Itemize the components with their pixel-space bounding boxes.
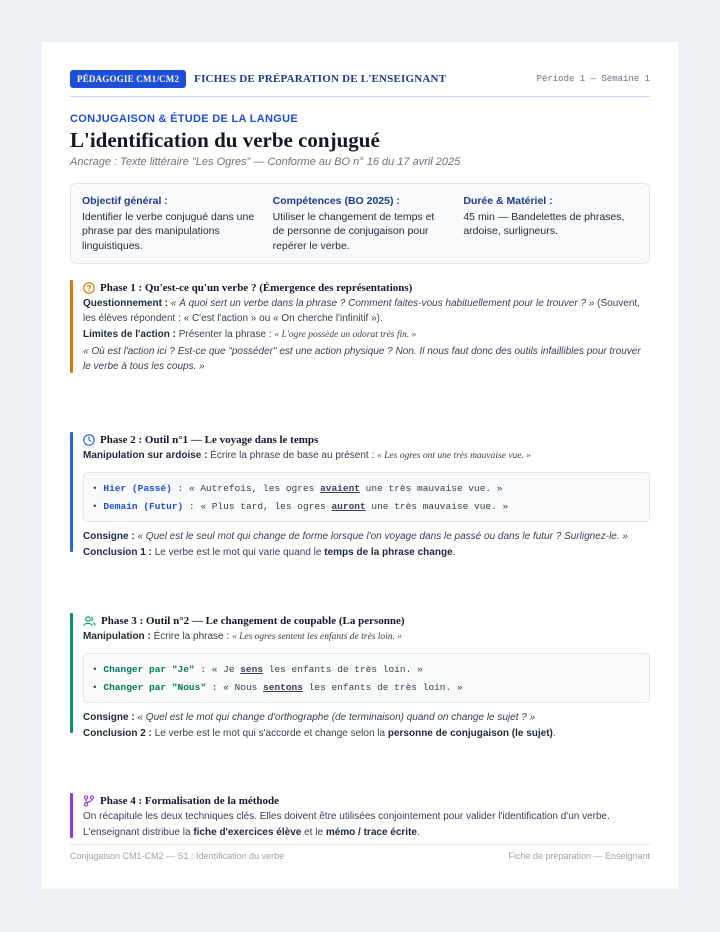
conclusion-end: .: [552, 728, 556, 739]
questioning-label: Questionnement :: [83, 298, 169, 309]
example-sentence: « Les ogres sentent les enfants de très loin. »: [231, 632, 403, 642]
example-text: les enfants de très loin. »: [263, 664, 423, 675]
example-label: Demain (Futur): [103, 501, 184, 512]
consigne-text: « Quel est le mot qui change d'orthographe (de terminaison) quand on change le sujet ? »: [137, 712, 536, 723]
example-item: • Changer par "Nous" : « Nous sentons les enfants de très loin. »: [92, 682, 463, 693]
consigne-line: [83, 710, 650, 725]
lesson-subtitle: Ancrage : Texte littéraire "Les Ogres" — Conforme au BO n° 16 du 17 avril 2025: [70, 156, 461, 168]
conclusion-end: .: [452, 547, 456, 558]
footer-left: Conjugaison CM1-CM2 — S1 : Identification du verbe: [70, 851, 285, 861]
example-text: : « Je: [194, 664, 241, 675]
example-sentence: « L'ogre possède un odorat très fin. »: [274, 330, 417, 340]
example-label: Hier (Passé): [103, 483, 172, 494]
clock-icon: [83, 434, 95, 446]
example-sentence: « Les ogres ont une très mauvaise vue. »: [377, 451, 532, 461]
info-heading: Compétences (BO 2025) :: [272, 195, 400, 207]
phase-title-text: Phase 4 : Formalisation de la méthode: [100, 794, 280, 807]
exercise-sheet-ref: fiche d'exercices élève: [193, 827, 302, 838]
highlighted-verb: avaient: [320, 483, 360, 494]
phase-title-text: Phase 1 : Qu'est-ce qu'un verbe ? (Émergence des représentations): [100, 281, 413, 294]
recap-line: On récapitule les deux techniques clés. Elles doivent être utilisées conjointement pour valider l'identification d'un verbe.: [83, 811, 610, 822]
conclusion-text: Le verbe est le mot qui varie quand le: [154, 547, 322, 558]
highlighted-verb: sens: [240, 664, 264, 675]
phase-3-title: [83, 613, 650, 628]
consigne-label: Consigne :: [83, 531, 135, 542]
consigne-label: Consigne :: [83, 712, 135, 723]
level-badge: PÉDAGOGIE CM1/CM2: [70, 70, 186, 88]
sheet-header: [70, 70, 650, 97]
example-item: • Changer par "Je" : « Je sens les enfants de très loin. »: [92, 664, 423, 675]
conclusion-label: Conclusion 1 :: [83, 547, 152, 558]
info-skills: [273, 194, 448, 253]
limits-text: Présenter la phrase :: [178, 329, 272, 340]
example-text: une très mauvaise vue. »: [365, 501, 509, 512]
manipulation-line: [83, 629, 650, 645]
conclusion-line: [83, 545, 650, 560]
phase-2: [70, 432, 650, 558]
sheet-collection-title: FICHES DE PRÉPARATION DE L'ENSEIGNANT: [194, 73, 447, 85]
footer-right: Fiche de préparation — Enseignant: [508, 851, 650, 861]
consigne-text: « Quel est le seul mot qui change de forme lorsque l'on voyage dans le passé ou dans le futur ? Surlignez-le. »: [137, 531, 628, 542]
phase-4-title: [83, 793, 650, 808]
example-item: • Hier (Passé) : « Autrefois, les ogres avaient une très mauvaise vue. »: [92, 483, 503, 494]
phase-2-title: [83, 432, 650, 447]
info-text: 45 min — Bandelettes de phrases, ardoise, surligneurs.: [463, 210, 625, 237]
questioning-quote: « À quoi sert un verbe dans la phrase ? Comment faites-vous habituellement pour le trouver ? »: [170, 298, 595, 309]
manipulation-text: Écrire la phrase de base au présent :: [210, 450, 375, 461]
consigne-line: [83, 529, 650, 544]
lesson-title: L'identification du verbe conjugué: [70, 128, 380, 152]
phase-title-text: Phase 3 : Outil n°2 — Le changement de coupable (La personne): [101, 614, 405, 627]
questioning-note: (Souvent, les élèves répondent : « C'est l'action » ou « On cherche l'infinitif »).: [83, 298, 640, 324]
phase-1-title: [83, 280, 650, 295]
highlighted-verb: auront: [331, 501, 366, 512]
lesson-sheet: [42, 42, 678, 889]
question-circle-icon: [83, 282, 95, 294]
questioning-line: [83, 296, 650, 326]
phase-4: [70, 793, 650, 838]
distribution-line: [83, 825, 650, 840]
info-text: Utiliser le changement de temps et de personne de conjugaison pour repérer le verbe.: [272, 210, 435, 252]
example-text: : « Autrefois, les ogres: [171, 483, 321, 494]
conclusion-line: [83, 726, 650, 741]
example-label: Changer par "Je": [103, 664, 195, 675]
phase-3: [70, 613, 650, 739]
info-objective: [82, 194, 257, 253]
manipulation-label: Manipulation sur ardoise :: [83, 450, 208, 461]
conclusion-key: temps de la phrase change: [324, 547, 453, 558]
limits-line: [83, 327, 650, 343]
example-text: : « Nous: [206, 682, 264, 693]
conclusion-text: Le verbe est le mot qui s'accorde et change selon la: [154, 728, 386, 739]
branch-icon: [83, 795, 95, 807]
info-text: Identifier le verbe conjugué dans une phrase par des manipulations linguistiques.: [82, 210, 255, 252]
info-heading: Durée & Matériel :: [463, 195, 553, 207]
distribution-text: et le: [304, 827, 324, 838]
limits-quote: « Où est l'action ici ? Est-ce que "posséder" est une action physique ? Non. Il nous faut donc des outils infaillibles pour trouver le verbe à tous les coups. »: [83, 346, 641, 372]
conclusion-label: Conclusion 2 :: [83, 728, 152, 739]
example-label: Changer par "Nous": [103, 682, 207, 693]
person-change-examples: [83, 653, 650, 703]
subject-kicker: CONJUGAISON & ÉTUDE DE LA LANGUE: [70, 113, 298, 125]
period-label: Période 1 — Semaine 1: [536, 74, 650, 84]
highlighted-verb: sentons: [263, 682, 303, 693]
sheet-footer: [70, 844, 650, 861]
manipulation-label: Manipulation :: [83, 631, 151, 642]
time-travel-examples: [83, 472, 650, 522]
example-text: une très mauvaise vue. »: [359, 483, 503, 494]
info-duration: [463, 194, 638, 253]
manipulation-line: [83, 448, 650, 464]
info-heading: Objectif général :: [82, 195, 168, 207]
info-panel: [70, 183, 650, 264]
conclusion-key: personne de conjugaison (le sujet): [387, 728, 553, 739]
limits-label: Limites de l'action :: [83, 329, 176, 340]
manipulation-text: Écrire la phrase :: [153, 631, 230, 642]
distribution-end: .: [416, 827, 420, 838]
distribution-text: L'enseignant distribue la: [83, 827, 191, 838]
example-item: • Demain (Futur) : « Plus tard, les ogres auront une très mauvaise vue. »: [92, 501, 509, 512]
example-text: : « Plus tard, les ogres: [183, 501, 332, 512]
phase-1: [70, 280, 650, 373]
example-text: les enfants de très loin. »: [302, 682, 463, 693]
phase-title-text: Phase 2 : Outil n°1 — Le voyage dans le temps: [100, 433, 319, 446]
memo-ref: mémo / trace écrite: [325, 827, 417, 838]
users-icon: [83, 615, 96, 627]
